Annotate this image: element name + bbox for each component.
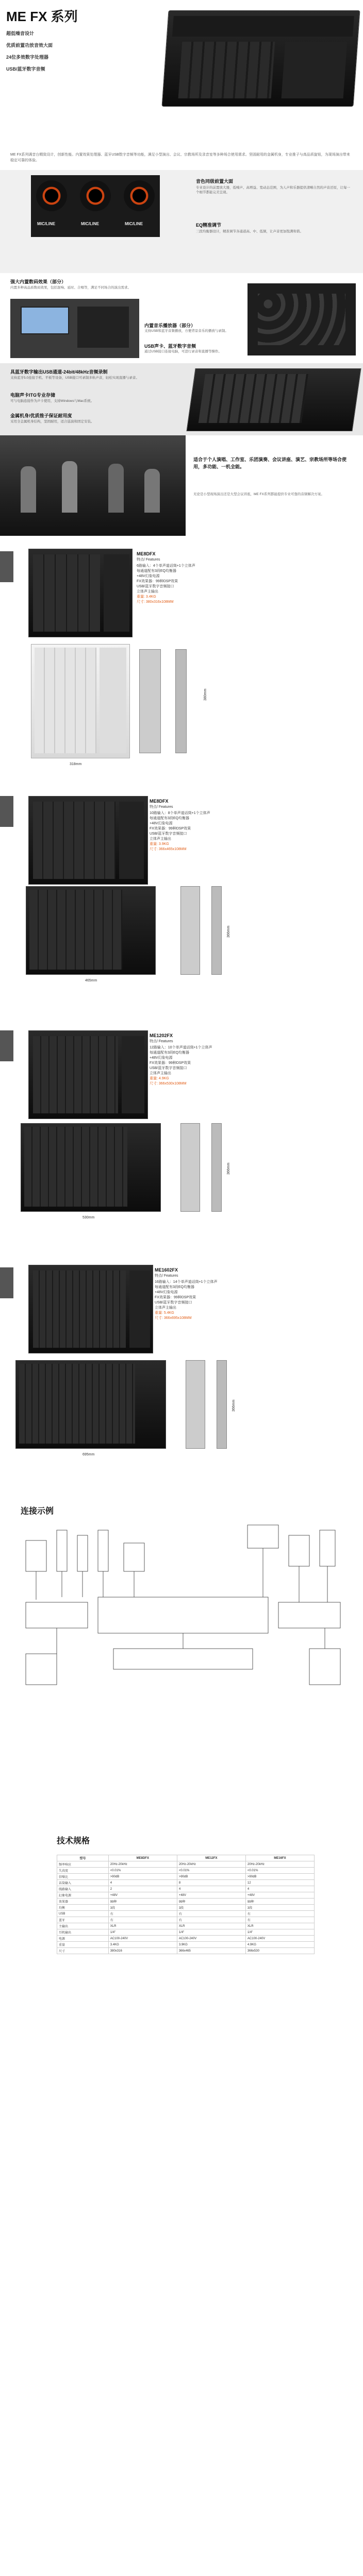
specs-cell: 信噪比 (57, 1874, 109, 1880)
specs-cell: 366x530 (245, 1948, 314, 1954)
specs-cell: 失真度 (57, 1868, 109, 1874)
effects-display-image (10, 299, 139, 358)
specs-cell: 1/4" (177, 1929, 245, 1936)
feature-item: +48V幻象电源 (150, 822, 173, 825)
specs-cell: 12 (245, 1880, 314, 1886)
usb-title: USB声卡、蓝牙数字音频 (144, 344, 196, 349)
product-3-image (28, 1030, 148, 1119)
specs-cell: 尺寸 (57, 1948, 109, 1954)
specs-cell: 频率响应 (57, 1861, 109, 1868)
specs-cell: XLR (177, 1923, 245, 1929)
stage-photo (0, 435, 186, 536)
metal-title: 金属机身/优质推子保证耐用度 (10, 413, 72, 418)
feature-item: 每通道配有3段EQ均衡器 (150, 1051, 190, 1055)
specs-cell: 1/4" (108, 1929, 177, 1936)
product-1-height-dim: 380mm (204, 688, 207, 701)
hero-section (0, 0, 363, 111)
metal-text: 采用全金属机身结构，坚固耐用，适合巡演和固定安装。 (10, 420, 94, 423)
connection-diagram (21, 1520, 345, 1690)
specs-cell: AC100-240V (108, 1936, 177, 1942)
stage-title: 适合于个人演唱、工作室、乐团演奏、会议讲座、演艺、宗教场所等场合使用，多功能、一机全能。 (193, 457, 347, 469)
specs-header-row (57, 1855, 315, 1861)
specs-cell: 4 (177, 1886, 245, 1892)
specs-cell: 有 (245, 1911, 314, 1917)
player-text: 支持USB和蓝牙音频播放，方便背景音乐的播放与录制。 (144, 329, 228, 333)
eq-title: EQ精准调节 (196, 223, 222, 228)
preamp-closeup-image (31, 175, 160, 237)
product-3-frontview (211, 1123, 222, 1212)
specs-row (57, 1874, 315, 1880)
specs-cell: 幻象电源 (57, 1892, 109, 1899)
specs-cell: 有 (177, 1917, 245, 1923)
specs-cell: AC100-240V (245, 1936, 314, 1942)
product-4-features (155, 1280, 218, 1321)
feature-item: +48V幻象电源 (155, 1291, 178, 1294)
specs-cell: 有 (108, 1911, 177, 1917)
specs-cell: 20Hz-20kHz (108, 1861, 177, 1868)
specs-cell: 3段 (108, 1905, 177, 1911)
specs-cell: +48V (108, 1892, 177, 1899)
weight-label: 重量: 3.4KG (137, 595, 156, 599)
specs-cell: <0.01% (245, 1868, 314, 1874)
feature-item: 每通道配有3段EQ均衡器 (137, 569, 177, 573)
specs-cell: 4 (108, 1880, 177, 1886)
specs-row (57, 1868, 315, 1874)
product-4-model: ME1602FX (155, 1267, 178, 1273)
product-2-height-dim: 366mm (227, 925, 230, 938)
preamp-title: 音色同级前置大面 (196, 179, 234, 184)
feature-item: FX效果器：99种DSP效果 (150, 1061, 191, 1065)
specs-row (57, 1917, 315, 1923)
specs-cell: 线路输入 (57, 1886, 109, 1892)
weight-label: 重量: 5.4KG (155, 1311, 174, 1315)
feature-item: 立体声主输出 (150, 1072, 171, 1075)
specs-row (57, 1880, 315, 1886)
specs-cell: +48V (177, 1892, 245, 1899)
feature-item: 立体声主输出 (155, 1306, 176, 1310)
feature-item: 16路输入：14个单声道话筒+1个立体声 (155, 1280, 218, 1284)
specs-cell: 20Hz-20kHz (177, 1861, 245, 1868)
specs-cell: >90dB (108, 1874, 177, 1880)
specs-header: ME16FX (245, 1855, 314, 1861)
specs-header: ME8DFX (108, 1855, 177, 1861)
specs-row (57, 1899, 315, 1905)
weight-label: 重量: 3.9KG (150, 842, 169, 846)
product-1-features-title: 特点/ Features (137, 558, 160, 562)
specs-row (57, 1936, 315, 1942)
player-title: 内置音乐播放器（部分） (144, 323, 196, 328)
specs-row (57, 1911, 315, 1917)
specs-cell: 380x316 (108, 1948, 177, 1954)
product-2-topview (26, 886, 156, 975)
panel-label: MIC/LINE (37, 222, 56, 226)
feature-item: FX效果器：99种DSP效果 (150, 827, 191, 831)
hero-feature-list (6, 30, 53, 72)
feature-item: 每通道配有3段EQ均衡器 (150, 817, 190, 820)
specs-cell: 电源 (57, 1936, 109, 1942)
product-3-features-title: 特点/ Features (150, 1040, 173, 1043)
eq-text: 三段均衡器设计，精准调节各通道高、中、低频，让声音更加饱满和谐。 (196, 230, 303, 233)
specs-cell: 均衡 (57, 1905, 109, 1911)
product-1-features (137, 564, 195, 605)
hero-feature: 24位多效数字处理器 (6, 55, 49, 60)
size-label: 尺寸: 366x465x108MM (150, 848, 187, 851)
feature-item: FX效果器：99种DSP效果 (137, 580, 178, 583)
size-label: 尺寸: 366x695x108MM (155, 1316, 192, 1320)
feature-item: USB/蓝牙数字音频接口 (137, 585, 174, 588)
specs-cell: 99种 (108, 1899, 177, 1905)
product-1-image (28, 549, 133, 637)
feature-item: 立体声主输出 (150, 837, 171, 841)
product-2-image (28, 796, 148, 885)
bluetooth-mixer-image (186, 368, 361, 431)
connection-svg (21, 1520, 345, 1690)
product-4-height-dim: 366mm (232, 1399, 236, 1412)
specs-cell: 耳机输出 (57, 1929, 109, 1936)
storage-title: 电脑声卡ITG专业存储 (10, 393, 55, 398)
product-3-model: ME1202FX (150, 1033, 173, 1038)
product-1-topview (31, 644, 130, 758)
product-1-width-dim: 318mm (70, 762, 82, 766)
hero-feature: 超低噪音设计 (6, 31, 35, 36)
specs-cell: 8 (177, 1880, 245, 1886)
specs-cell: 话筒输入 (57, 1880, 109, 1886)
specs-row (57, 1886, 315, 1892)
feature-item: 10路输入：8个单声道话筒+1个立体声 (150, 811, 210, 815)
product-tab (0, 1267, 13, 1298)
product-2-features-title: 特点/ Features (150, 805, 173, 809)
product-tab (0, 551, 13, 582)
product-tab (0, 796, 13, 827)
specs-cell: 蓝牙 (57, 1917, 109, 1923)
effects-section (0, 273, 363, 363)
feature-item: +48V幻象电源 (137, 574, 160, 578)
product-1-sideview (139, 649, 161, 753)
specs-cell: 20Hz-20kHz (245, 1861, 314, 1868)
specs-cell: 2 (108, 1886, 177, 1892)
specs-row (57, 1948, 315, 1954)
size-label: 尺寸: 380x316x108MM (137, 600, 174, 604)
bluetooth-text: 支持蓝牙5.0连接手机、平板等设备，USB接口可录制多轨声音，轻松实现直播与录音。 (10, 376, 139, 380)
specs-cell: 有 (108, 1917, 177, 1923)
product-2-sideview (180, 886, 200, 975)
product-4-frontview (217, 1360, 227, 1449)
specs-row (57, 1892, 315, 1899)
product-3-sideview (180, 1123, 200, 1212)
specs-cell: XLR (108, 1923, 177, 1929)
specs-header: ME12FX (177, 1855, 245, 1861)
panel-label: MIC/LINE (125, 222, 143, 226)
specs-cell: 有 (177, 1911, 245, 1917)
specs-cell: AC100-240V (177, 1936, 245, 1942)
specs-cell: <0.01% (177, 1868, 245, 1874)
product-3-features (150, 1045, 212, 1087)
specs-cell: 366x465 (177, 1948, 245, 1954)
specs-cell: 重量 (57, 1942, 109, 1948)
specs-cell: 4 (245, 1886, 314, 1892)
specs-cell: 3段 (177, 1905, 245, 1911)
specs-cell: 99种 (245, 1899, 314, 1905)
product-4-width-dim: 695mm (82, 1453, 95, 1456)
product-4-image (28, 1265, 153, 1353)
specs-row (57, 1929, 315, 1936)
feature-item: 每通道配有3段EQ均衡器 (155, 1285, 195, 1289)
specs-table (57, 1855, 315, 1954)
specs-cell: XLR (245, 1923, 314, 1929)
product-3-width-dim: 530mm (82, 1216, 95, 1219)
specs-cell: 3.4KG (108, 1942, 177, 1948)
product-2-width-dim: 465mm (85, 979, 97, 982)
stage-text: 无论是小型现场演出还是大型会议讲座，ME FX系列都能提供专业可靠的音频解决方案。 (193, 493, 324, 496)
size-label: 尺寸: 366x530x108MM (150, 1082, 187, 1086)
feature-item: +48V幻象电源 (150, 1056, 173, 1060)
usb-text: 通过USB接口连接电脑，可进行录音和直播等操作。 (144, 350, 222, 353)
specs-cell: 主输出 (57, 1923, 109, 1929)
preamp-text: 专业设计的前置放大器，低噪声、高增益、宽动态范围，为人声和乐器提供清晰自然的声音还原，让每一个细节都能完美呈现。 (196, 186, 350, 194)
feature-item: USB/蓝牙数字音频接口 (150, 832, 187, 836)
product-1-model: ME8DFX (137, 551, 156, 556)
product-4-sideview (186, 1360, 205, 1449)
specs-row (57, 1942, 315, 1948)
bluetooth-title: 具蓝牙数字输出USB通道-24bit/48kHz音频录制 (10, 369, 108, 375)
product-4-topview (15, 1360, 166, 1449)
specs-row (57, 1861, 315, 1868)
specs-cell: 4.9KG (245, 1942, 314, 1948)
hero-feature: USB/蓝牙数字音频 (6, 66, 45, 72)
storage-text: 可与电脑连接作为声卡使用，支持Windows与Mac系统。 (10, 399, 94, 403)
knobs-closeup-image (248, 283, 356, 355)
specs-cell: 1/4" (245, 1929, 314, 1936)
effects-title: 强大内置数码效果（部分） (10, 279, 67, 284)
intro-text: ME FX系列调音台精致设计，创新性能。内置效果处理器、蓝牙USB数字音频等功能，满足小型演出、会议、宗教场所及录音室等多种场合使用需求。坚固耐用的金属机身，专业推子与高品质旋钮，为现场演出带来稳定可靠的体验。 (10, 153, 350, 162)
bluetooth-section (0, 363, 363, 435)
specs-row (57, 1905, 315, 1911)
feature-item: USB/蓝牙数字音频接口 (155, 1301, 192, 1304)
specs-cell: 效果器 (57, 1899, 109, 1905)
specs-cell: <0.01% (108, 1868, 177, 1874)
stage-section (0, 435, 363, 536)
specs-cell: >90dB (245, 1874, 314, 1880)
product-2-features (150, 811, 210, 852)
product-4-features-title: 特点/ Features (155, 1274, 178, 1278)
feature-item: 立体声主输出 (137, 590, 158, 594)
specs-table-wrapper (57, 1855, 315, 1954)
feature-item: 6路输入：4个单声道话筒+1个立体声 (137, 564, 195, 568)
product-1-frontview (175, 649, 187, 753)
connection-title: 连接示例 (21, 1507, 54, 1516)
weight-label: 重量: 4.9KG (150, 1077, 169, 1080)
hero-title: ME FX 系列 (6, 9, 78, 24)
specs-cell: >90dB (177, 1874, 245, 1880)
product-2-model: ME8DFX (150, 799, 169, 804)
panel-label: MIC/LINE (81, 222, 100, 226)
hero-feature: 优质前置功放音效大面 (6, 43, 53, 48)
specs-header: 型号 (57, 1855, 109, 1861)
specs-row (57, 1923, 315, 1929)
specs-title: 技术规格 (57, 1837, 90, 1845)
preamp-section (0, 170, 363, 273)
specs-cell: 99种 (177, 1899, 245, 1905)
specs-cell: 3段 (245, 1905, 314, 1911)
specs-cell: 3.9KG (177, 1942, 245, 1948)
specs-cell: USB (57, 1911, 109, 1917)
effects-text: 内置多种高品质数码效果，包括混响、延时、合唱等，满足不同场合的演出需求。 (10, 286, 131, 290)
product-2-frontview (211, 886, 222, 975)
feature-item: USB/蓝牙数字音频接口 (150, 1066, 187, 1070)
product-3-topview (21, 1123, 161, 1212)
product-tab (0, 1030, 13, 1061)
specs-cell: +48V (245, 1892, 314, 1899)
hero-mixer-image (161, 10, 360, 107)
specs-cell: 有 (245, 1917, 314, 1923)
feature-item: FX效果器：99种DSP效果 (155, 1296, 196, 1299)
product-3-height-dim: 366mm (227, 1162, 230, 1175)
feature-item: 12路输入：10个单声道话筒+1个立体声 (150, 1046, 212, 1049)
